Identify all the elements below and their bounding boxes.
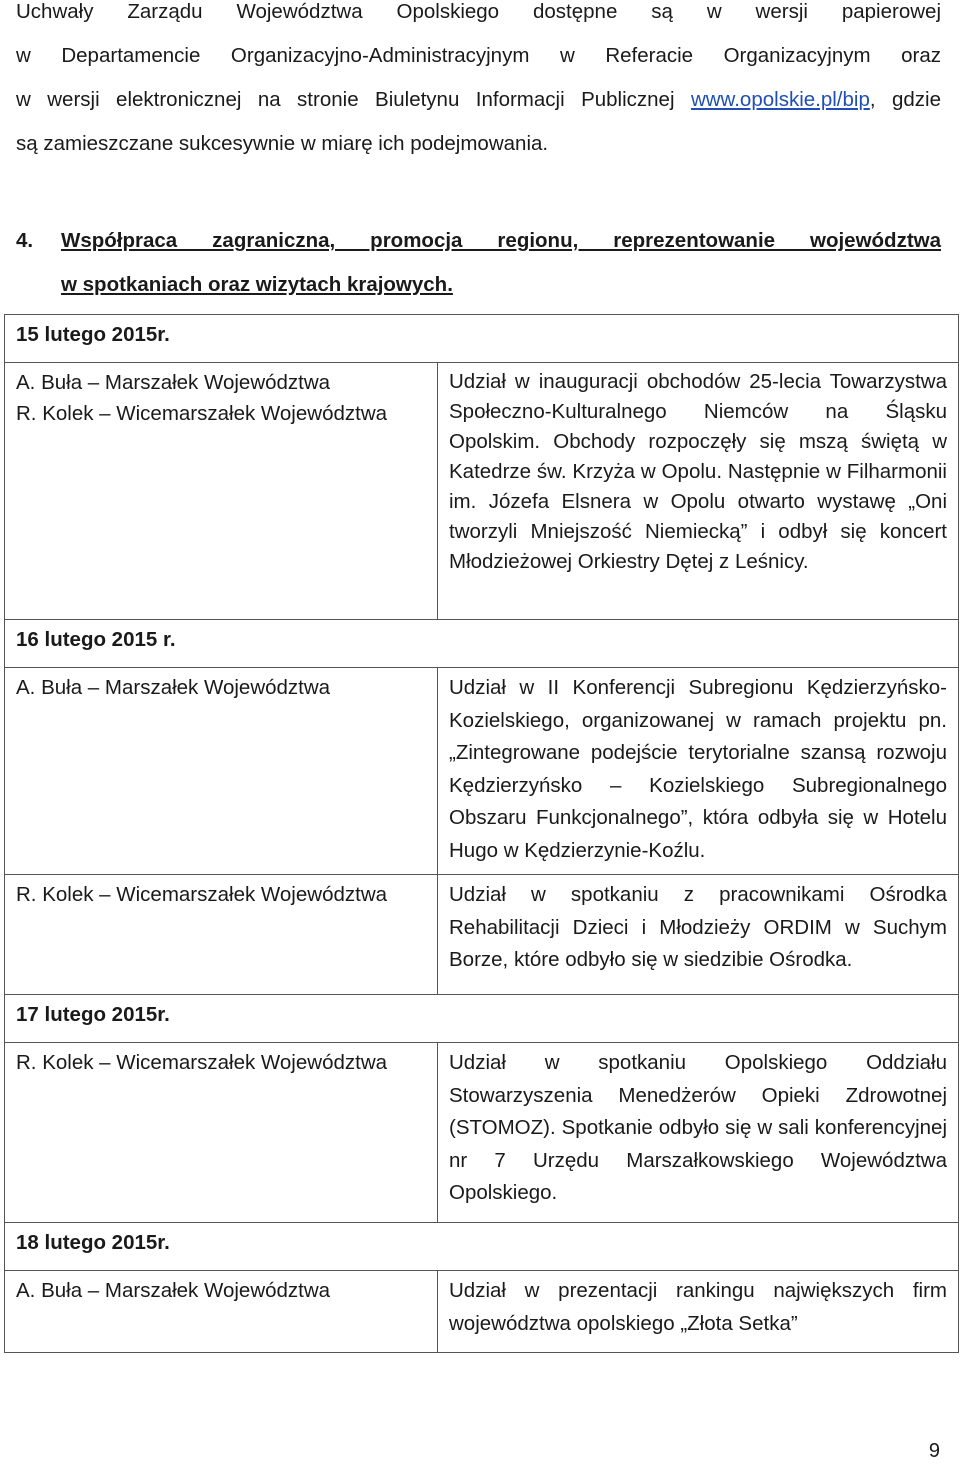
activities-table (4, 314, 959, 1353)
participant: R. Kolek – Wicemarszałek Województwa (16, 402, 388, 425)
date-row (5, 995, 959, 1043)
activity-description: Udział w spotkaniu Opolskiego Oddziału Stowarzyszenia Menedżerów Opieki Zdrowotnej (STOMOZ). Spotkanie odbyło się w sali konferencyjnej nr 7 Urzędu Marszałkowskiego Województwa Opolskiego. (438, 1043, 959, 1223)
date-row (5, 1223, 959, 1271)
intro-line-2: w Departamencie Organizacyjno-Administracyjnym w Referacie Organizacyjnym oraz (16, 44, 941, 67)
intro-line-3-end: , gdzie (869, 88, 941, 111)
page-number: 9 (928, 1440, 940, 1462)
section-title-line-2: w spotkaniach oraz wizytach krajowych. (61, 273, 453, 296)
activity-row (5, 363, 959, 620)
participant: R. Kolek – Wicemarszałek Województwa (16, 883, 388, 906)
participant: A. Buła – Marszałek Województwa (16, 676, 331, 699)
participants-cell (5, 1271, 438, 1353)
date-label: 16 lutego 2015 r. (5, 620, 959, 668)
section-title-line-1: Współpraca zagraniczna, promocja regionu, reprezentowanie województwa (61, 229, 941, 252)
activity-description: Udział w inauguracji obchodów 25-lecia Towarzystwa Społeczno-Kulturalnego Niemców na Śląsku Opolskim. Obchody rozpoczęły się mszą świętą w Katedrze św. Krzyża w Opolu. Następnie w Filharmonii im. Józefa Elsnera w Opolu otwarto wystawę „Oni tworzyli Mniejszość Niemiecką” i odbył się koncert Młodzieżowej Orkiestry Dętej z Leśnicy. (438, 363, 959, 620)
activity-description: Udział w II Konferencji Subregionu Kędzierzyńsko-Kozielskiego, organizowanej w ramach projektu pn. „Zintegrowane podejście terytorialne szansą rozwoju Kędzierzyńsko – Kozielskiego Subregionalnego Obszaru Funkcjonalnego”, która odbyła się w Hotelu Hugo w Kędzierzynie-Koźlu. (438, 668, 959, 875)
section-number: 4. (16, 229, 34, 252)
date-label: 15 lutego 2015r. (5, 315, 959, 363)
participant: A. Buła – Marszałek Województwa (16, 371, 331, 394)
intro-line-3 (16, 78, 941, 122)
intro-paragraph (16, 0, 941, 166)
activity-description: Udział w spotkaniu z pracownikami Ośrodka Rehabilitacji Dzieci i Młodzieży ORDIM w Suchym Borze, które odbyło się w siedzibie Ośrodka. (438, 875, 959, 995)
bip-link[interactable]: www.opolskie.pl/bip (690, 88, 870, 111)
section-heading (16, 219, 941, 307)
participants-cell (5, 363, 438, 620)
intro-line-1: Uchwały Zarządu Województwa Opolskiego dostępne są w wersji papierowej (16, 0, 941, 23)
date-row (5, 315, 959, 363)
activity-row (5, 1271, 959, 1353)
activity-description: Udział w prezentacji rankingu największych firm województwa opolskiego „Złota Setka” (438, 1271, 959, 1353)
intro-line-4: są zamieszczane sukcesywnie w miarę ich podejmowania. (16, 132, 549, 155)
date-label: 17 lutego 2015r. (5, 995, 959, 1043)
participants-cell (5, 1043, 438, 1223)
participants-cell (5, 668, 438, 875)
activity-row (5, 875, 959, 995)
participant: R. Kolek – Wicemarszałek Województwa (16, 1051, 388, 1074)
intro-line-3-start: w wersji elektronicznej na stronie Biuletynu Informacji Publicznej (16, 88, 691, 111)
date-row (5, 620, 959, 668)
activity-row (5, 1043, 959, 1223)
section-title (61, 219, 941, 307)
date-label: 18 lutego 2015r. (5, 1223, 959, 1271)
participants-cell (5, 875, 438, 995)
participant: A. Buła – Marszałek Województwa (16, 1279, 331, 1302)
activity-row (5, 668, 959, 875)
